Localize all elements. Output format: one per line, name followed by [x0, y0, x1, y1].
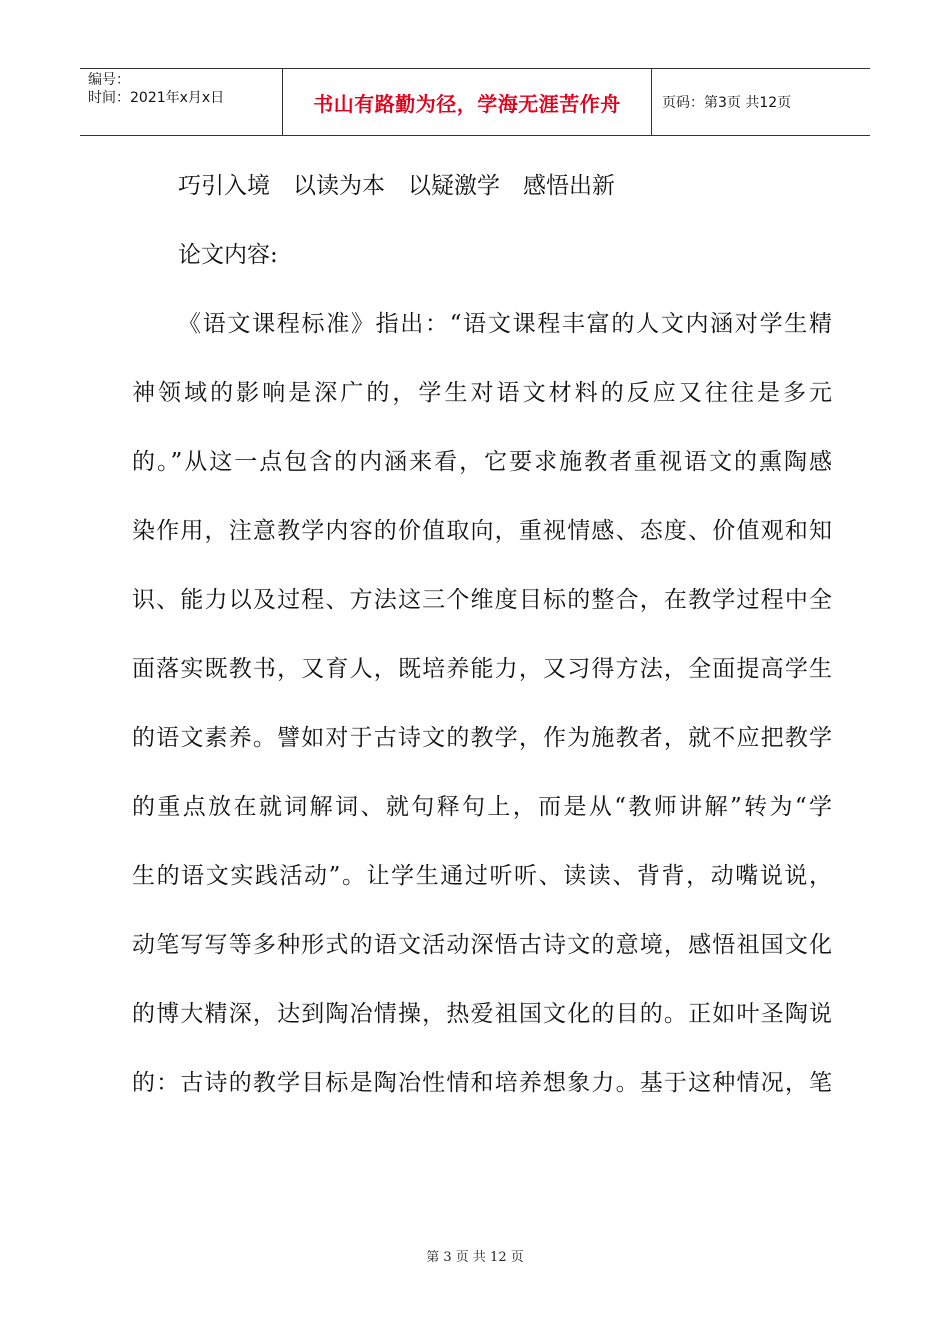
header-meta — [80, 69, 282, 135]
paragraph-line: 动笔写写等多种形式的语文活动深悟古诗文的意境，感悟祖国文化 — [132, 932, 832, 958]
section-label: 论文内容: — [178, 242, 278, 268]
header-motto-cell — [282, 69, 652, 135]
document-date-label: 时间：2021年x月x日 — [88, 90, 225, 106]
paragraph-line: 的：古诗的教学目标是陶冶性情和培养想象力。基于这种情况，笔 — [132, 1070, 832, 1096]
footer-page-number: 第 3 页 共 12 页 — [426, 1250, 524, 1265]
paragraph-line: 的语文素养。譬如对于古诗文的教学，作为施教者，就不应把教学 — [132, 725, 832, 751]
paragraph-line: 神领域的影响是深广的，学生对语文材料的反应又往往是多元 — [132, 380, 832, 406]
document-number-label: 编号： — [88, 72, 130, 88]
paragraph-line: 生的语文实践活动”。让学生通过听听、读读、背背，动嘴说说， — [132, 863, 832, 889]
page-header — [80, 68, 870, 136]
paragraph-line: 《语文课程标准》指出：“语文课程丰富的人文内涵对学生精 — [178, 311, 832, 337]
paragraph-line: 的重点放在就词解词、就句释句上，而是从“教师讲解”转为“学 — [132, 794, 832, 820]
paragraph-line: 识、能力以及过程、方法这三个维度目标的整合，在教学过程中全 — [132, 587, 832, 613]
paragraph-line: 的。”从这一点包含的内涵来看，它要求施教者重视语文的熏陶感 — [132, 449, 832, 475]
page-footer — [0, 1246, 950, 1265]
document-title-line: 巧引入境 以读为本 以疑激学 感悟出新 — [178, 173, 615, 199]
document-body — [132, 152, 832, 1118]
header-page-info — [652, 69, 870, 135]
paragraph-line: 染作用，注意教学内容的价值取向，重视情感、态度、价值观和知 — [132, 518, 832, 544]
header-motto: 书山有路勤为径，学海无涯苦作舟 — [313, 91, 621, 116]
header-page-info-text: 页码：第3页 共12页 — [662, 95, 792, 111]
paragraph-line: 面落实既教书，又育人，既培养能力，又习得方法，全面提高学生 — [132, 656, 832, 682]
paragraph-line: 的博大精深，达到陶冶情操，热爱祖国文化的目的。正如叶圣陶说 — [132, 1001, 832, 1027]
